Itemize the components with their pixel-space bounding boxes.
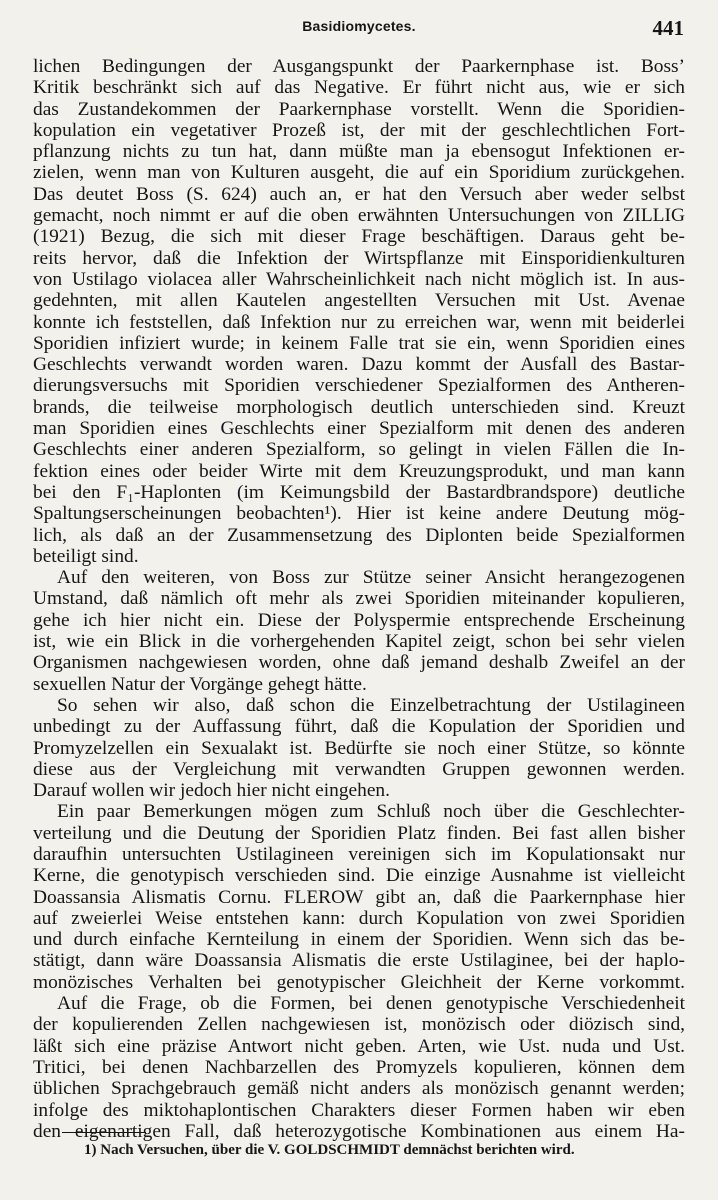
text-line: Das deutet Boss (S. 624) auch an, er hat den Versuch aber weder selbst (33, 183, 685, 205)
text-line: daraufhin untersuchten Ustilagineen vereinigen sich im Kopulationsakt nur (33, 843, 685, 865)
text-line: gedehnten, mit allen Kautelen angestellten Versuchen mit Ust. Avenae (33, 290, 685, 312)
text-line: Auf die Frage, ob die Formen, bei denen genotypische Verschiedenheit (57, 993, 685, 1015)
text-line: konnte ich feststellen, daß Infektion nur zu erreichen war, wenn mit beiderlei (33, 311, 685, 333)
text-line: beteiligt sind. (33, 545, 139, 567)
text-line: ist, wie ein Blick in die vorhergehenden Kapitel zeigt, schon bei sehr vielen (33, 631, 685, 653)
text-line: Ein paar Bemerkungen mögen zum Schluß noch über die Geschlechter- (57, 801, 685, 823)
footnote-divider (62, 1132, 146, 1133)
text-line: man Sporidien eines Geschlechts einer Spezialform mit denen des anderen (33, 418, 685, 440)
page-header (0, 14, 718, 40)
text-line: lich, als daß an der Zusammensetzung des Diplonten beide Spezialformen (33, 524, 685, 546)
text-line: bei den F₁-Haplonten (im Keimungsbild der Bastardbrandspore) deutliche (33, 481, 685, 503)
text-line: unbedingt zu der Auffassung führt, daß die Kopulation der Sporidien und (33, 716, 685, 738)
text-line: zielen, wenn man von Kulturen ausgeht, die auf ein Sporidium zurückgehen. (33, 162, 685, 184)
text-line: stätigt, dann wäre Doassansia Alismatis die erste Ustilaginee, bei der haplo- (33, 950, 685, 972)
text-line: Kerne, die genotypisch verschieden sind. Die einzige Ausnahme ist vielleicht (33, 865, 685, 887)
text-line: gemacht, noch nimmt er auf die oben erwähnten Untersuchungen von ZILLIG (33, 205, 685, 227)
text-line: brands, die teilweise morphologisch deutlich unterschieden sind. Kreuzt (33, 396, 685, 418)
page-number: 441 (652, 16, 684, 40)
text-line: von Ustilago violacea aller Wahrscheinlichkeit nach nicht möglich ist. In aus- (33, 268, 685, 290)
text-line: Promyzelzellen ein Sexualakt ist. Bedürfte sie noch einer Stütze, so könnte (33, 737, 685, 759)
text-line: Doassansia Alismatis Cornu. FLEROW gibt an, daß die Paarkernphase hier (33, 886, 685, 908)
footnote-marker: 1) (84, 1142, 97, 1158)
text-line: Umstand, daß nämlich oft mehr als zwei Sporidien miteinander kopulieren, (33, 588, 685, 610)
text-line: Kritik beschränkt sich auf das Negative. Er führt nicht aus, wie er sich (33, 77, 685, 99)
text-line: diese aus der Vergleichung mit verwandten Gruppen gewonnen werden. (33, 758, 685, 780)
footnote-text: Nach Versuchen, über die V. GOLDSCHMIDT demnächst berichten wird. (100, 1142, 575, 1158)
text-line: Auf den weiteren, von Boss zur Stütze seiner Ansicht herangezogenen (57, 567, 685, 589)
text-line: lichen Bedingungen der Ausgangspunkt der Paarkernphase ist. Boss’ (33, 56, 685, 77)
footnote (84, 1142, 684, 1159)
text-line: Geschlechts einer anderen Spezialform, so gelingt in vielen Fällen die In- (33, 439, 685, 461)
text-line: das Zustandekommen der Paarkernphase vorstellt. Wenn die Sporidien- (33, 98, 685, 120)
running-head: Basidiomycetes. (302, 18, 416, 34)
text-line: auf zweierlei Weise entstehen kann: durch Kopulation von zwei Sporidien (33, 907, 685, 929)
text-line: Darauf wollen wir jedoch hier nicht eingehen. (33, 780, 390, 802)
text-line: Organismen nachgewiesen worden, ohne daß jemand deshalb Zweifel an der (33, 652, 685, 674)
text-line: dierungsversuchs mit Sporidien verschiedener Spezialformen des Antheren- (33, 375, 685, 397)
text-line: Spaltungserscheinungen beobachten¹). Hier ist keine andere Deutung mög- (33, 503, 685, 525)
text-line: reits hervor, daß die Infektion der Wirtspflanze mit Einsporidienkulturen (33, 247, 685, 269)
text-line: (1921) Bezug, die sich mit dieser Frage beschäftigen. Daraus geht be- (33, 226, 685, 248)
text-line: gehe ich hier nicht ein. Diese der Polyspermie entsprechende Erscheinung (33, 609, 685, 631)
text-line: Sporidien infiziert wurde; in keinem Falle trat sie ein, wenn Sporidien eines (33, 332, 685, 354)
text-line: fektion eines oder beider Wirte mit dem Kreuzungsprodukt, und man kann (33, 460, 685, 482)
text-line: Tritici, bei denen Nachbarzellen des Promyzels kopulieren, können dem (33, 1056, 685, 1078)
text-line: verteilung und die Deutung der Sporidien Platz finden. Bei fast allen bisher (33, 822, 685, 844)
text-line: läßt sich eine präzise Antwort nicht geben. Arten, wie Ust. nuda und Ust. (33, 1035, 685, 1057)
text-line: monözisches Verhalten bei genotypischer Gleichheit der Kerne vorkommt. (33, 971, 685, 993)
text-line: pflanzung nichts zu tun hat, dann müßte man ja ebensogut Infektionen er- (33, 141, 685, 163)
text-line: sexuellen Natur der Vorgänge gehegt hätte. (33, 673, 367, 695)
text-line: den eigenartigen Fall, daß heterozygotische Kombinationen aus einem Ha- (33, 1120, 685, 1142)
text-line: und durch einfache Kernteilung in einem der Sporidien. Wenn sich das be- (33, 929, 685, 951)
text-line: So sehen wir also, daß schon die Einzelbetrachtung der Ustilagineen (57, 694, 685, 716)
text-line: kopulation ein vegetativer Prozeß ist, der mit der geschlechtlichen Fort- (33, 119, 685, 141)
text-line: üblichen Sprachgebrauch gemäß nicht anders als monözisch genannt werden; (33, 1078, 685, 1100)
text-line: Geschlechts verwandt worden waren. Dazu kommt der Ausfall des Bastar- (33, 354, 685, 376)
text-line: infolge des miktohaplontischen Charakters dieser Formen haben wir eben (33, 1099, 685, 1121)
body-text (33, 56, 685, 1142)
text-line: der kopulierenden Zellen nachgewiesen ist, monözisch oder diözisch sind, (33, 1014, 685, 1036)
